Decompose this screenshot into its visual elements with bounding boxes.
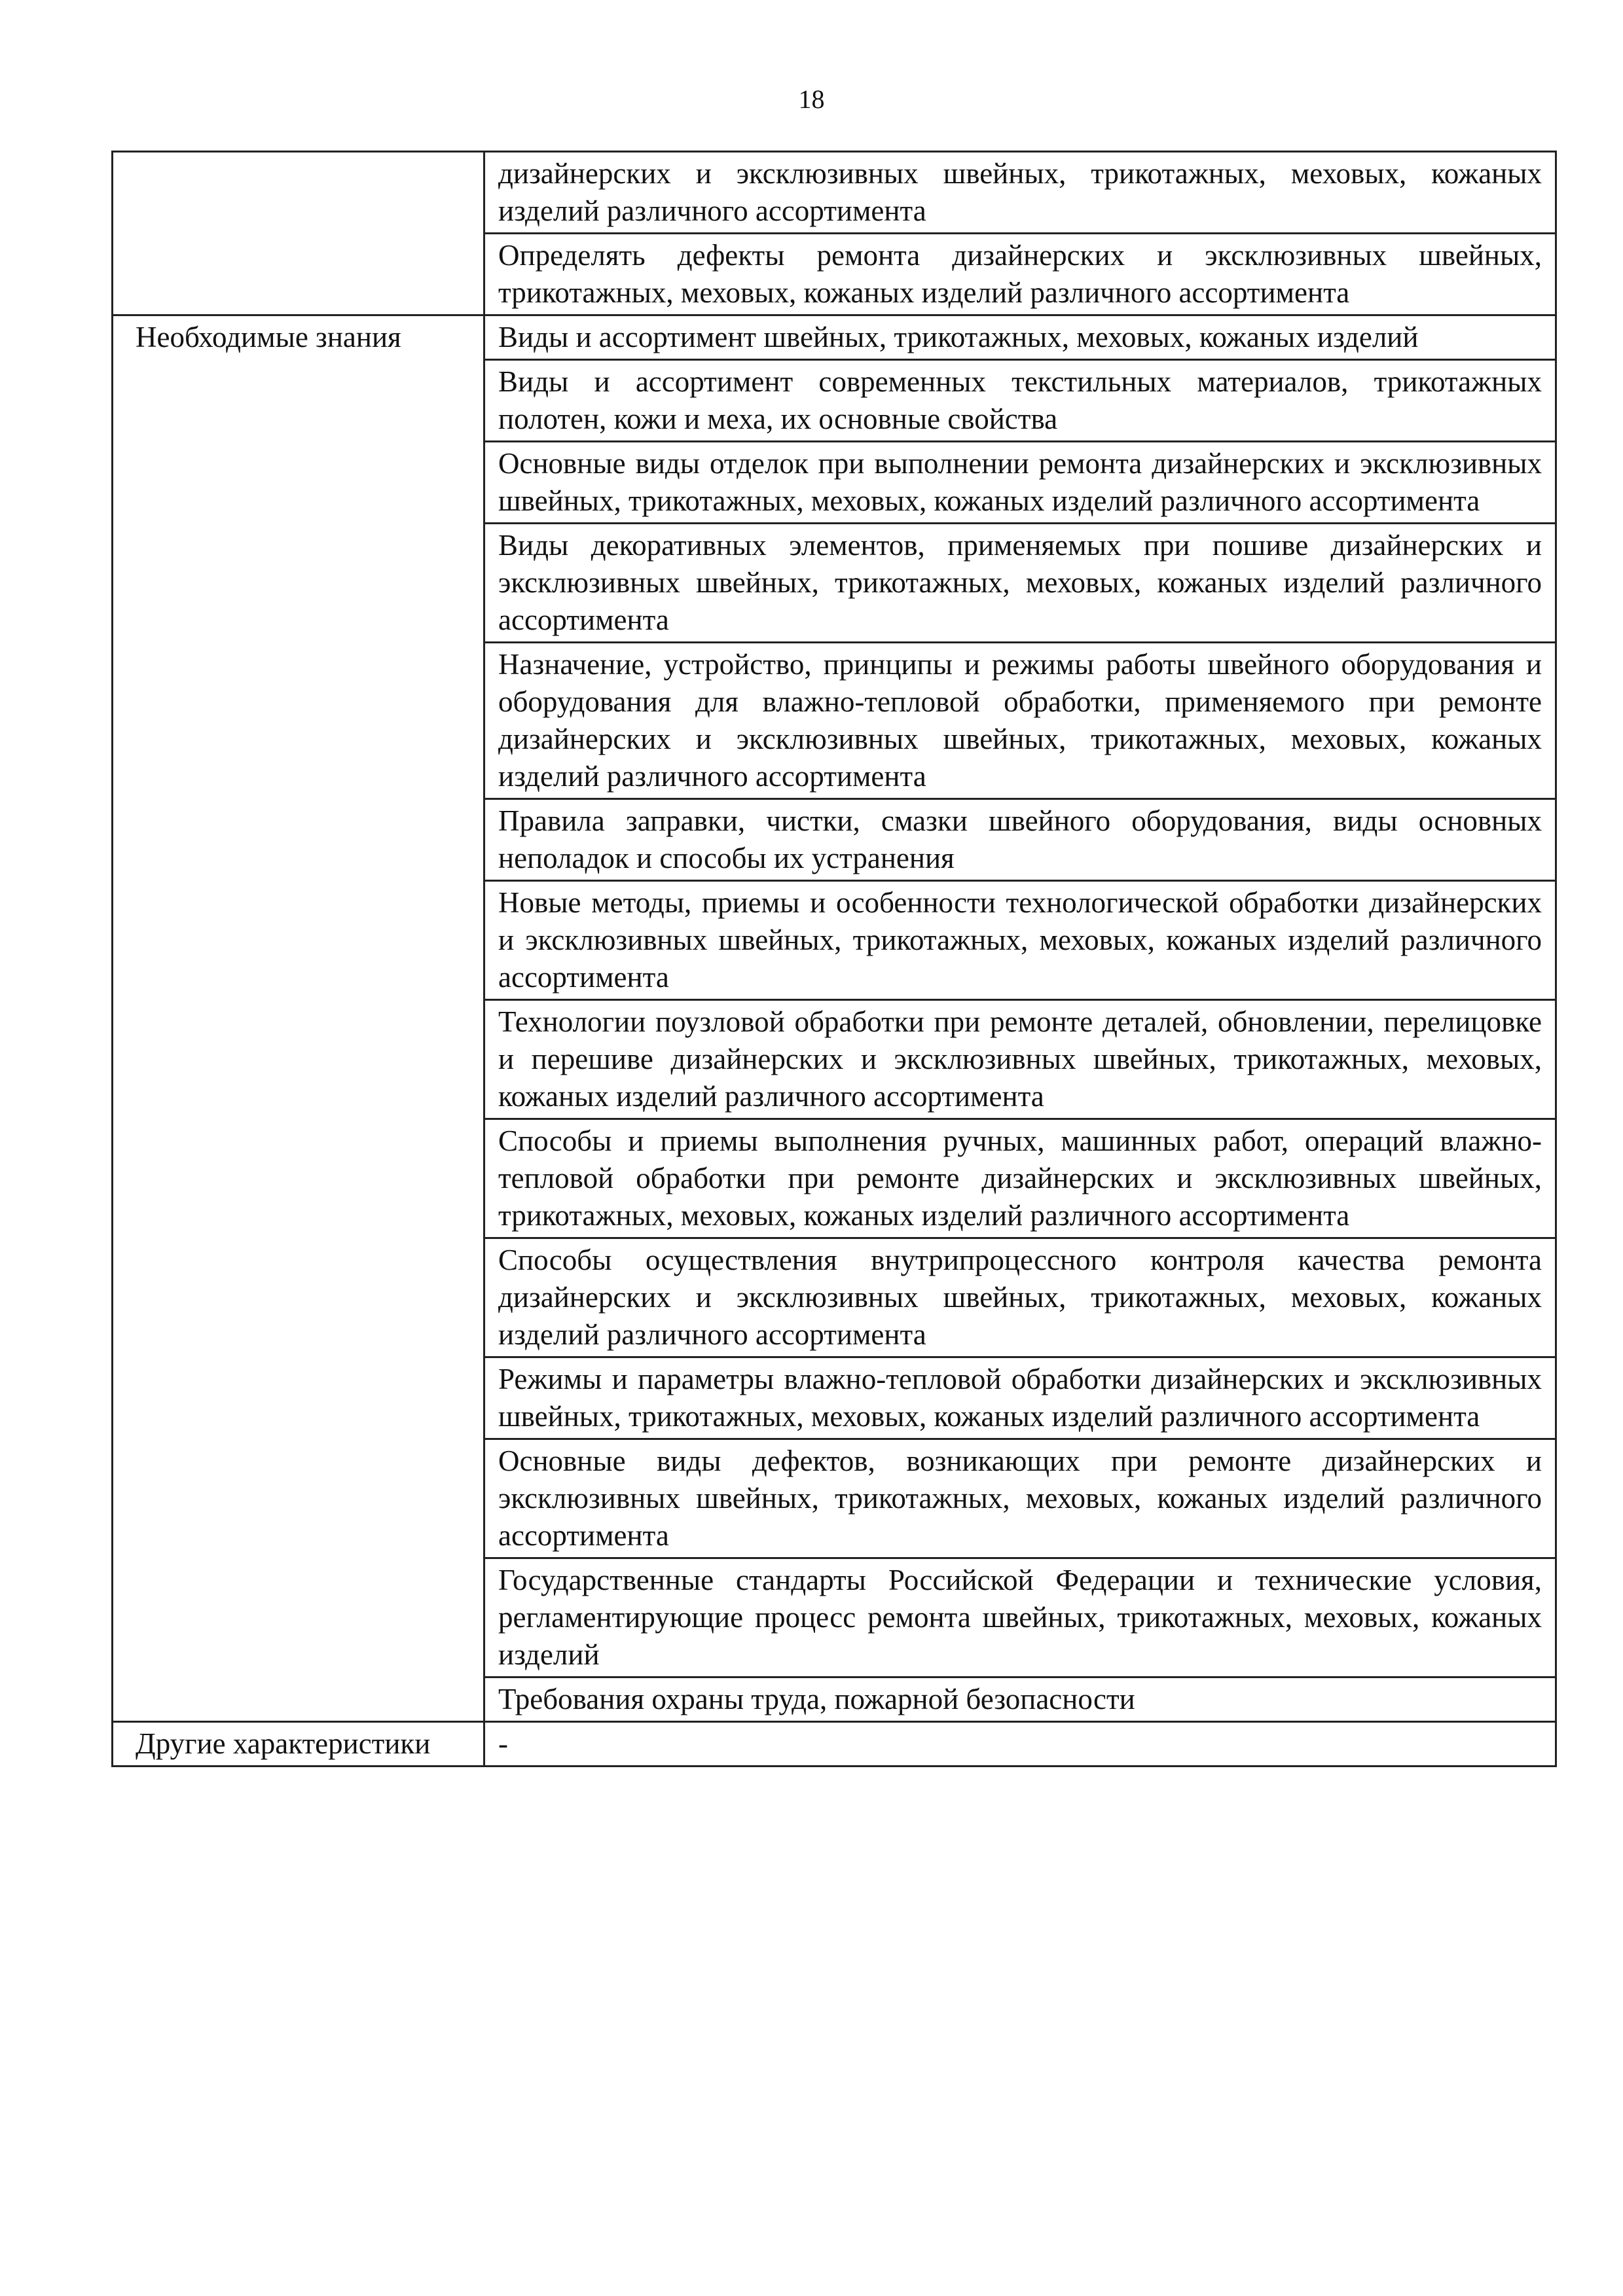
knowledge-item: Государственные стандарты Российской Федерации и технические условия, регламентирующие процесс ремонта швейных, трикотажных, меховых, кожаных изделий bbox=[484, 1558, 1556, 1677]
knowledge-item: Технологии поузловой обработки при ремонте деталей, обновлении, перелицовке и перешиве дизайнерских и эксклюзивных швейных, трикотажных, меховых, кожаных изделий различного ассортимента bbox=[484, 1000, 1556, 1119]
empty-label-cell bbox=[113, 152, 484, 315]
table-row bbox=[113, 1722, 1556, 1767]
knowledge-item: Виды декоративных элементов, применяемых при пошиве дизайнерских и эксклюзивных швейных, трикотажных, меховых, кожаных изделий различного ассортимента bbox=[484, 524, 1556, 643]
knowledge-item: Виды и ассортимент швейных, трикотажных, меховых, кожаных изделий bbox=[484, 315, 1556, 360]
skill-cell: Определять дефекты ремонта дизайнерских и эксклюзивных швейных, трикотажных, меховых, кожаных изделий различного ассортимента bbox=[484, 234, 1556, 315]
knowledge-item: Основные виды отделок при выполнении ремонта дизайнерских и эксклюзивных швейных, трикотажных, меховых, кожаных изделий различного ассортимента bbox=[484, 442, 1556, 524]
knowledge-item: Правила заправки, чистки, смазки швейного оборудования, виды основных неполадок и способы их устранения bbox=[484, 799, 1556, 881]
knowledge-item: Новые методы, приемы и особенности технологической обработки дизайнерских и эксклюзивных швейных, трикотажных, меховых, кожаных изделий различного ассортимента bbox=[484, 881, 1556, 1000]
skill-cell: дизайнерских и эксклюзивных швейных, трикотажных, меховых, кожаных изделий различного ассортимента bbox=[484, 152, 1556, 234]
page-number: 18 bbox=[798, 84, 825, 114]
knowledge-item: Назначение, устройство, принципы и режимы работы швейного оборудования и оборудования для влажно-тепловой обработки, применяемого при ремонте дизайнерских и эксклюзивных швейных, трикотажных, меховых, кожаных изделий различного ассортимента bbox=[484, 643, 1556, 799]
table-row bbox=[113, 152, 1556, 234]
other-characteristics-label: Другие характеристики bbox=[113, 1722, 484, 1767]
knowledge-item: Виды и ассортимент современных текстильных материалов, трикотажных полотен, кожи и меха, их основные свойства bbox=[484, 360, 1556, 442]
other-characteristics-value: - bbox=[484, 1722, 1556, 1767]
requirements-table bbox=[111, 151, 1557, 1767]
knowledge-item: Способы осуществления внутрипроцессного контроля качества ремонта дизайнерских и эксклюзивных швейных, трикотажных, меховых, кожаных изделий различного ассортимента bbox=[484, 1238, 1556, 1357]
knowledge-label: Необходимые знания bbox=[113, 315, 484, 1722]
knowledge-item: Основные виды дефектов, возникающих при ремонте дизайнерских и эксклюзивных швейных, трикотажных, меховых, кожаных изделий различного ассортимента bbox=[484, 1439, 1556, 1558]
knowledge-item: Режимы и параметры влажно-тепловой обработки дизайнерских и эксклюзивных швейных, трикотажных, меховых, кожаных изделий различного ассортимента bbox=[484, 1357, 1556, 1439]
table-row bbox=[113, 315, 1556, 360]
knowledge-item: Требования охраны труда, пожарной безопасности bbox=[484, 1677, 1556, 1722]
knowledge-item: Способы и приемы выполнения ручных, машинных работ, операций влажно-тепловой обработки при ремонте дизайнерских и эксклюзивных швейных, трикотажных, меховых, кожаных изделий различного ассортимента bbox=[484, 1119, 1556, 1238]
